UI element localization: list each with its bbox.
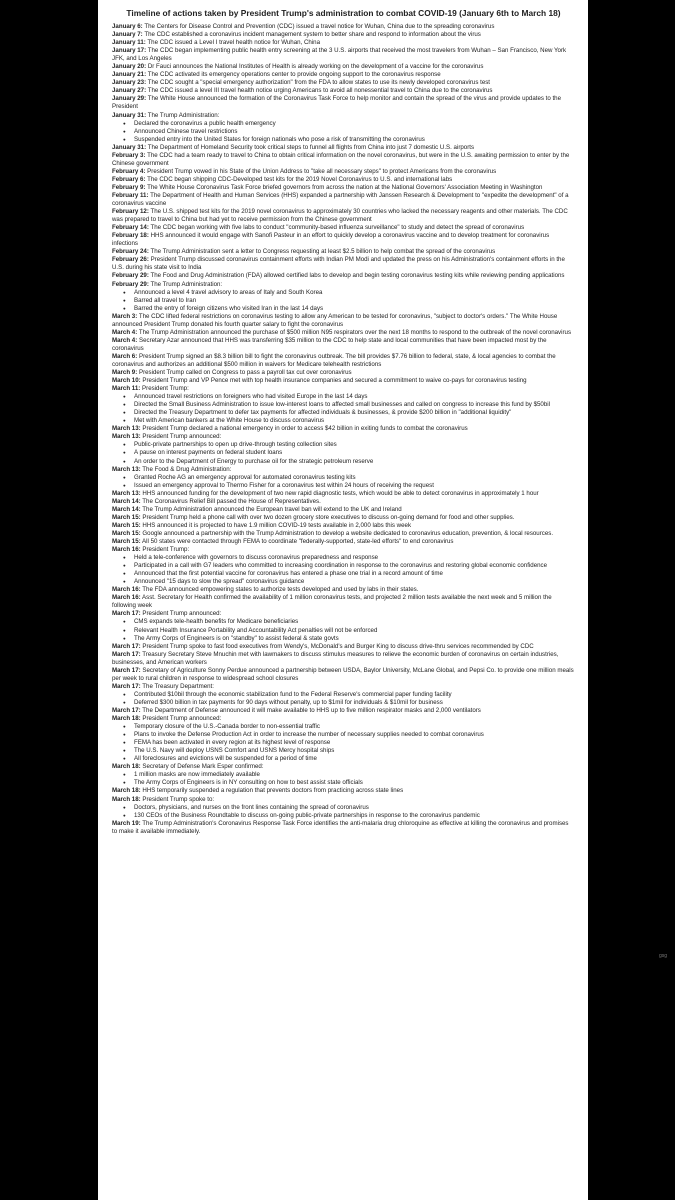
timeline-entry: [112, 466, 575, 474]
entry-text: The Trump Administration sent a letter to Congress requesting at least $2.5 billion to help combat the spread of the coronavirus: [150, 248, 496, 256]
entry-text: The CDC issued a Level I travel health notice for Wuhan, China: [147, 39, 321, 47]
entry-text: Asst. Secretary for Health confirmed the availability of 1 million coronavirus tests, and projected 2 million tests available the next week and 5 million the following week: [112, 594, 552, 610]
entry-text: President Trump:: [142, 385, 189, 393]
timeline-entry: [112, 71, 575, 79]
entry-bullet-list: [112, 474, 575, 490]
timeline-entry: [112, 546, 575, 554]
timeline-entry: [112, 192, 575, 208]
entry-text: All 50 states were contacted through FEMA to coordinate "federally-supported, state-led efforts" to end coronavirus: [142, 538, 454, 545]
entry-text: The Department of Defense announced it will make available to HHS up to five million respirator masks and 2,000 ventilators: [142, 706, 481, 714]
timeline-entry: [112, 329, 575, 337]
entry-text: The Treasury Department:: [142, 682, 214, 690]
timeline-entry: [112, 796, 575, 804]
entry-text: The Trump Administration:: [147, 111, 220, 119]
entry-text: The Department of Homeland Security took critical steps to funnel all flights from China into just 7 domestic U.S. airports: [147, 143, 475, 151]
entry-bullet-list: [112, 554, 575, 586]
entry-bullet: ● Directed the Small Business Administration to issue low-interest loans to affected small businesses and called on congress to increase this fund by $50bil: [134, 401, 575, 409]
entry-date: March 19:: [112, 819, 141, 827]
entry-date: March 17:: [112, 642, 141, 650]
entry-text: The White House Coronavirus Task Force briefed governors from across the nation at the National Governors' Association Meeting in Washington: [147, 183, 543, 191]
entry-date: March 15:: [112, 513, 141, 521]
entry-bullet: ● All foreclosures and evictions will be suspended for a period of time: [134, 755, 575, 763]
entry-date: February 12:: [112, 208, 149, 216]
entry-date: March 16:: [112, 546, 141, 554]
entry-date: February 29:: [112, 280, 149, 288]
timeline-entry: [112, 23, 575, 31]
timeline-entry: [112, 313, 575, 329]
timeline-entry: [112, 87, 575, 95]
entry-text: President Trump announced:: [142, 433, 222, 441]
timeline: [112, 23, 575, 836]
entry-bullet: ● Temporary closure of the U.S.-Canada border to non-essential traffic: [134, 723, 575, 731]
entry-date: February 11:: [112, 191, 149, 199]
entry-date: January 23:: [112, 79, 147, 87]
entry-date: February 3:: [112, 151, 146, 159]
timeline-entry: [112, 369, 575, 377]
entry-bullet: ● The Army Corps of Engineers is in NY consulting on how to best assist state officials: [134, 779, 575, 787]
timeline-entry: [112, 47, 575, 63]
entry-bullet: ● Declared the coronavirus a public health emergency: [134, 120, 575, 128]
entry-bullet: ● Relevant Health Insurance Portability and Accountability Act penalties will not be enforced: [134, 627, 575, 635]
entry-date: February 29:: [112, 272, 149, 280]
timeline-entry: [112, 377, 575, 385]
entry-bullet: ● Granted Roche AG an emergency approval for automated coronavirus testing kits: [134, 474, 575, 482]
entry-date: February 6:: [112, 175, 146, 183]
entry-date: March 17:: [112, 666, 141, 674]
entry-text: President Trump vowed in his State of the Union Address to "take all necessary steps" to protect Americans from the coronavirus: [147, 167, 497, 175]
entry-date: February 24:: [112, 248, 149, 256]
entry-bullet: ● Directed the Treasury Department to defer tax payments for affected individuals & businesses, & provide $200 billion in "additional liquidity": [134, 409, 575, 417]
entry-bullet: ● Contributed $10bil through the economic stabilization fund to the Federal Reserve's commercial paper funding facility: [134, 691, 575, 699]
entry-bullet: ● Doctors, physicians, and nurses on the front lines containing the spread of coronavirus: [134, 804, 575, 812]
entry-text: President Trump called on Congress to pass a payroll tax cut over coronavirus: [138, 369, 352, 377]
entry-text: Dr Fauci announces the National Institutes of Health is already working on the development of a vaccine for the coronavirus: [147, 63, 484, 71]
timeline-entry: [112, 353, 575, 369]
entry-text: The CDC activated its emergency operations center to provide ongoing support to the coronavirus response: [147, 71, 441, 79]
entry-date: January 27:: [112, 87, 147, 95]
entry-text: President Trump announced:: [142, 715, 222, 723]
timeline-entry: [112, 506, 575, 514]
entry-bullet: ● 130 CEOs of the Business Roundtable to discuss on-going public-private partnerships in response to the coronavirus pandemic: [134, 812, 575, 820]
entry-date: March 4:: [112, 336, 138, 344]
timeline-entry: [112, 586, 575, 594]
entry-text: The CDC began implementing public health entry screening at the 3 U.S. airports that received the most travelers from Wuhan – San Francisco, New York JFK, and Los Angeles: [112, 47, 567, 63]
timeline-entry: [112, 787, 575, 795]
entry-text: President Trump:: [142, 546, 190, 554]
entry-date: March 15:: [112, 529, 141, 537]
entry-text: The Department of Health and Human Services (HHS) expanded a partnership with Janssen Research & Development to "expedite the development" of a coronavirus vaccine: [112, 191, 569, 208]
entry-text: The U.S. shipped test kits for the 2019 novel coronavirus to approximately 30 countries who lacked the necessary reagents and other materials. The CDC was prepared to travel to China but had yet to receive permission from the Chinese government: [112, 208, 568, 224]
entry-date: March 15:: [112, 538, 141, 545]
entry-date: February 4:: [112, 167, 146, 175]
timeline-entry: [112, 514, 575, 522]
timeline-entry: [112, 538, 575, 546]
timeline-entry: [112, 385, 575, 393]
entry-bullet-list: [112, 393, 575, 425]
entry-bullet-list: [112, 618, 575, 642]
entry-date: January 29:: [112, 95, 147, 103]
timeline-entry: [112, 184, 575, 192]
entry-bullet: ● An order to the Department of Energy to purchase oil for the strategic petroleum reserve: [134, 458, 575, 466]
entry-date: January 11:: [112, 39, 146, 47]
entry-bullet: ● Suspended entry into the United States for foreign nationals who pose a risk of transmitting the coronavirus: [134, 136, 575, 144]
timeline-entry: [112, 651, 575, 667]
entry-bullet: ● Met with American bankers at the White House to discuss coronavirus: [134, 417, 575, 425]
entry-date: February 14:: [112, 224, 149, 232]
entry-text: President Trump discussed coronavirus containment efforts with Indian PM Modi and updated the press on his Administration's containment efforts in the U.S. during his state visit to India: [112, 256, 565, 272]
entry-bullet-list: [112, 120, 575, 144]
entry-text: The Trump Administration's Coronavirus Response Task Force identifies the anti-malaria drug chloroquine as effective at killing the coronavirus and promises to make it available immediately.: [112, 819, 569, 835]
entry-bullet-list: [112, 441, 575, 465]
entry-date: March 16:: [112, 586, 141, 594]
timeline-entry: [112, 144, 575, 152]
entry-bullet: ● A pause on interest payments on federal student loans: [134, 449, 575, 457]
entry-date: March 4:: [112, 328, 138, 336]
entry-bullet: ● FEMA has been activated in every region at its highest level of response: [134, 739, 575, 747]
entry-bullet: ● Barred the entry of foreign citizens who visited Iran in the last 14 days: [134, 305, 575, 313]
entry-text: President Trump announced:: [142, 610, 222, 618]
timeline-entry: [112, 594, 575, 610]
timeline-entry: [112, 643, 575, 651]
entry-bullet-list: [112, 771, 575, 787]
timeline-entry: [112, 763, 575, 771]
entry-date: March 11:: [112, 385, 141, 393]
entry-bullet: ● 1 million masks are now immediately available: [134, 771, 575, 779]
side-tag: gsg: [658, 953, 667, 959]
entry-bullet: ● Public-private partnerships to open up drive-through testing collection sites: [134, 441, 575, 449]
entry-text: The FDA announced empowering states to authorize tests developed and used by labs in their states.: [142, 586, 419, 594]
timeline-entry: [112, 272, 575, 280]
timeline-entry: [112, 425, 575, 433]
entry-date: March 13:: [112, 433, 141, 441]
entry-text: The CDC lifted federal restrictions on coronavirus testing to allow any American to be tested for coronavirus, "subject to doctor's orders." The White House announced President Trump donated his fourth quarter salary to fight the coronavirus: [112, 312, 558, 328]
entry-date: March 6:: [112, 352, 138, 360]
entry-bullet: ● Issued an emergency approval to Thermo Fisher for a coronavirus test within 24 hours of receiving the request: [134, 482, 575, 490]
entry-bullet: ● Announced "15 days to slow the spread" coronavirus guidance: [134, 578, 575, 586]
timeline-entry: [112, 63, 575, 71]
timeline-entry: [112, 31, 575, 39]
entry-bullet: ● CMS expands tele-health benefits for Medicare beneficiaries: [134, 618, 575, 626]
entry-date: January 31:: [112, 111, 147, 119]
entry-text: President Trump signed an $8.3 billion bill to fight the coronavirus outbreak. The bill provides $7.76 billion to federal, state, & local agencies to combat the coronavirus and authorizes an additional $500 million in waivers for Medicare telehealth restrictions: [112, 352, 556, 368]
entry-bullet: ● Barred all travel to Iran: [134, 297, 575, 305]
entry-text: The Centers for Disease Control and Prevention (CDC) issued a travel notice for Wuhan, China due to the spreading coronavirus: [144, 23, 495, 30]
entry-bullet: ● Announced Chinese travel restrictions: [134, 128, 575, 136]
entry-text: HHS announced it would engage with Sanofi Pasteur in an effort to quickly develop a coronavirus vaccine and to develop treatment for coronavirus infections: [112, 232, 550, 248]
entry-date: March 18:: [112, 715, 141, 723]
entry-bullet: ● The U.S. Navy will deploy USNS Comfort and USNS Mercy hospital ships: [134, 747, 575, 755]
timeline-entry: [112, 176, 575, 184]
entry-text: The CDC began shipping CDC-Developed test kits for the 2019 Novel Coronavirus to U.S. and international labs: [147, 175, 453, 183]
entry-date: February 26:: [112, 256, 149, 264]
entry-text: President Trump held a phone call with over two dozen grocery store executives to discuss on-going demand for food and other supplies.: [142, 513, 515, 521]
entry-bullet: ● Announced that the first potential vaccine for coronavirus has entered a phase one trial in a record amount of time: [134, 570, 575, 578]
entry-text: President Trump and VP Pence met with top health insurance companies and secured a commitment to waive co-pays for coronavirus testing: [142, 377, 527, 385]
entry-date: January 6:: [112, 23, 143, 30]
entry-text: President Trump spoke to:: [142, 795, 215, 803]
entry-date: March 3:: [112, 312, 138, 320]
entry-date: January 17:: [112, 47, 147, 55]
entry-text: Secretary of Defense Mark Esper confirmed:: [142, 763, 264, 771]
timeline-entry: [112, 152, 575, 168]
entry-date: March 17:: [112, 706, 141, 714]
entry-text: HHS temporarily suspended a regulation that prevents doctors from practicing across state lines: [142, 787, 404, 795]
entry-bullet-list: [112, 804, 575, 820]
entry-text: President Trump spoke to fast food executives from Wendy's, McDonald's and Burger King to discuss drive-thru services recommended by CDC: [142, 642, 534, 650]
entry-bullet-list: [112, 289, 575, 313]
timeline-entry: [112, 256, 575, 272]
timeline-entry: [112, 337, 575, 353]
timeline-entry: [112, 530, 575, 538]
entry-date: February 9:: [112, 183, 146, 191]
entry-date: March 17:: [112, 650, 141, 658]
entry-text: HHS announced funding for the development of two new rapid diagnostic tests, which would be able to detect coronavirus in approximately 1 hour: [142, 489, 539, 497]
timeline-entry: [112, 433, 575, 441]
timeline-entry: [112, 498, 575, 506]
entry-date: March 14:: [112, 505, 141, 513]
timeline-entry: [112, 208, 575, 224]
entry-text: The CDC issued a level III travel health notice urging Americans to avoid all nonessential travel to China due to the coronavirus: [147, 87, 493, 95]
timeline-entry: [112, 39, 575, 47]
timeline-entry: [112, 522, 575, 530]
page-title: Timeline of actions taken by President Trump's administration to combat COVID-19 (January 6th to March 18): [126, 8, 561, 18]
entry-date: January 31:: [112, 143, 147, 151]
entry-text: HHS announced it is projected to have 1.9 million COVID-19 tests available in 2,000 labs this week: [142, 521, 412, 529]
entry-date: January 21:: [112, 71, 147, 79]
entry-text: The Trump Administration announced the European travel ban will extend to the UK and Ireland: [142, 505, 402, 513]
entry-bullet: ● Deferred $300 billion in tax payments for 90 days without penalty, up to $1mil for individuals & $10mil for business: [134, 699, 575, 707]
entry-date: March 10:: [112, 377, 141, 385]
timeline-entry: [112, 232, 575, 248]
entry-bullet-list: [112, 723, 575, 763]
entry-bullet: ● Announced a level 4 travel advisory to areas of Italy and South Korea: [134, 289, 575, 297]
entry-date: January 7:: [112, 31, 143, 39]
entry-date: March 15:: [112, 521, 141, 529]
entry-text: The Food & Drug Administration:: [142, 465, 232, 473]
entry-date: February 18:: [112, 232, 149, 240]
entry-date: March 17:: [112, 610, 141, 618]
document-page: [112, 0, 575, 1200]
timeline-entry: [112, 715, 575, 723]
timeline-entry: [112, 168, 575, 176]
entry-bullet: ● Held a tele-conference with governors to discuss coronavirus preparedness and response: [134, 554, 575, 562]
entry-date: March 13:: [112, 489, 141, 497]
entry-text: Secretary of Agriculture Sonny Perdue announced a partnership between USDA, Baylor University, McLane Global, and Pepsi Co. to provide one million meals per week to rural children in response to widespread school closures: [112, 666, 574, 682]
entry-text: The Trump Administration announced the purchase of $500 million N95 respirators over the next 18 months to respond to the outbreak of the novel coronavirus: [138, 328, 572, 336]
entry-date: March 17:: [112, 682, 141, 690]
entry-date: March 16:: [112, 594, 141, 602]
timeline-entry: [112, 79, 575, 87]
entry-date: January 20:: [112, 63, 147, 71]
timeline-entry: [112, 95, 575, 111]
entry-text: The White House announced the formation of the Coronavirus Task Force to help monitor and contain the spread of the virus and provide updates to the President: [112, 95, 562, 111]
entry-date: March 13:: [112, 465, 141, 473]
entry-text: The Coronavirus Relief Bill passed the House of Representatives.: [142, 497, 321, 505]
entry-bullet: ● Plans to invoke the Defense Production Act in order to increase the number of necessary supplies needed to combat coronavirus: [134, 731, 575, 739]
entry-text: Treasury Secretary Steve Mnuchin met with lawmakers to discuss stimulus measures to relieve the economic burden of coronavirus on certain industries, businesses, and American workers: [112, 650, 559, 666]
entry-date: March 14:: [112, 497, 141, 505]
entry-text: Secretary Azar announced that HHS was transferring $35 million to the CDC to help state and local communities that have been impacted most by the coronavirus: [112, 336, 547, 352]
timeline-entry: [112, 112, 575, 120]
timeline-entry: [112, 667, 575, 683]
timeline-entry: [112, 820, 575, 836]
timeline-entry: [112, 683, 575, 691]
entry-date: March 18:: [112, 763, 141, 771]
entry-text: Google announced a partnership with the Trump Administration to develop a website dedicated to coronavirus education, prevention, & local resources.: [142, 529, 554, 537]
entry-text: The CDC began working with five labs to conduct "community-based influenza surveillance" to study and detect the spread of coronavirus: [150, 224, 525, 232]
entry-date: March 13:: [112, 425, 141, 433]
entry-bullet: ● Announced travel restrictions on foreigners who had visited Europe in the last 14 days: [134, 393, 575, 401]
entry-text: The CDC had a team ready to travel to China to obtain critical information on the novel coronavirus, but were in the U.S. awaiting permission to enter by the Chinese government: [112, 151, 570, 167]
entry-text: The Food and Drug Administration (FDA) allowed certified labs to develop and begin testing coronavirus testing kits while reviewing pending applications: [150, 272, 565, 280]
entry-text: The CDC established a coronavirus incident management system to better share and respond to information about the virus: [144, 31, 481, 39]
timeline-entry: [112, 490, 575, 498]
entry-bullet: ● The Army Corps of Engineers is on "standby" to assist federal & state govts: [134, 635, 575, 643]
timeline-entry: [112, 281, 575, 289]
timeline-entry: [112, 224, 575, 232]
entry-bullet-list: [112, 691, 575, 707]
timeline-entry: [112, 248, 575, 256]
entry-date: March 18:: [112, 795, 141, 803]
entry-text: The CDC sought a "special emergency authorization" from the FDA to allow states to use its newly developed coronavirus test: [147, 79, 491, 87]
timeline-entry: [112, 707, 575, 715]
entry-date: March 9:: [112, 369, 138, 377]
timeline-entry: [112, 610, 575, 618]
entry-text: President Trump declared a national emergency in order to access $42 billion in exiting funds to combat the coronavirus: [142, 425, 468, 433]
entry-date: March 18:: [112, 787, 141, 795]
entry-text: The Trump Administration:: [150, 280, 223, 288]
entry-bullet: ● Participated in a call with G7 leaders who committed to increasing coordination in response to the coronavirus and restoring global economic confidence: [134, 562, 575, 570]
